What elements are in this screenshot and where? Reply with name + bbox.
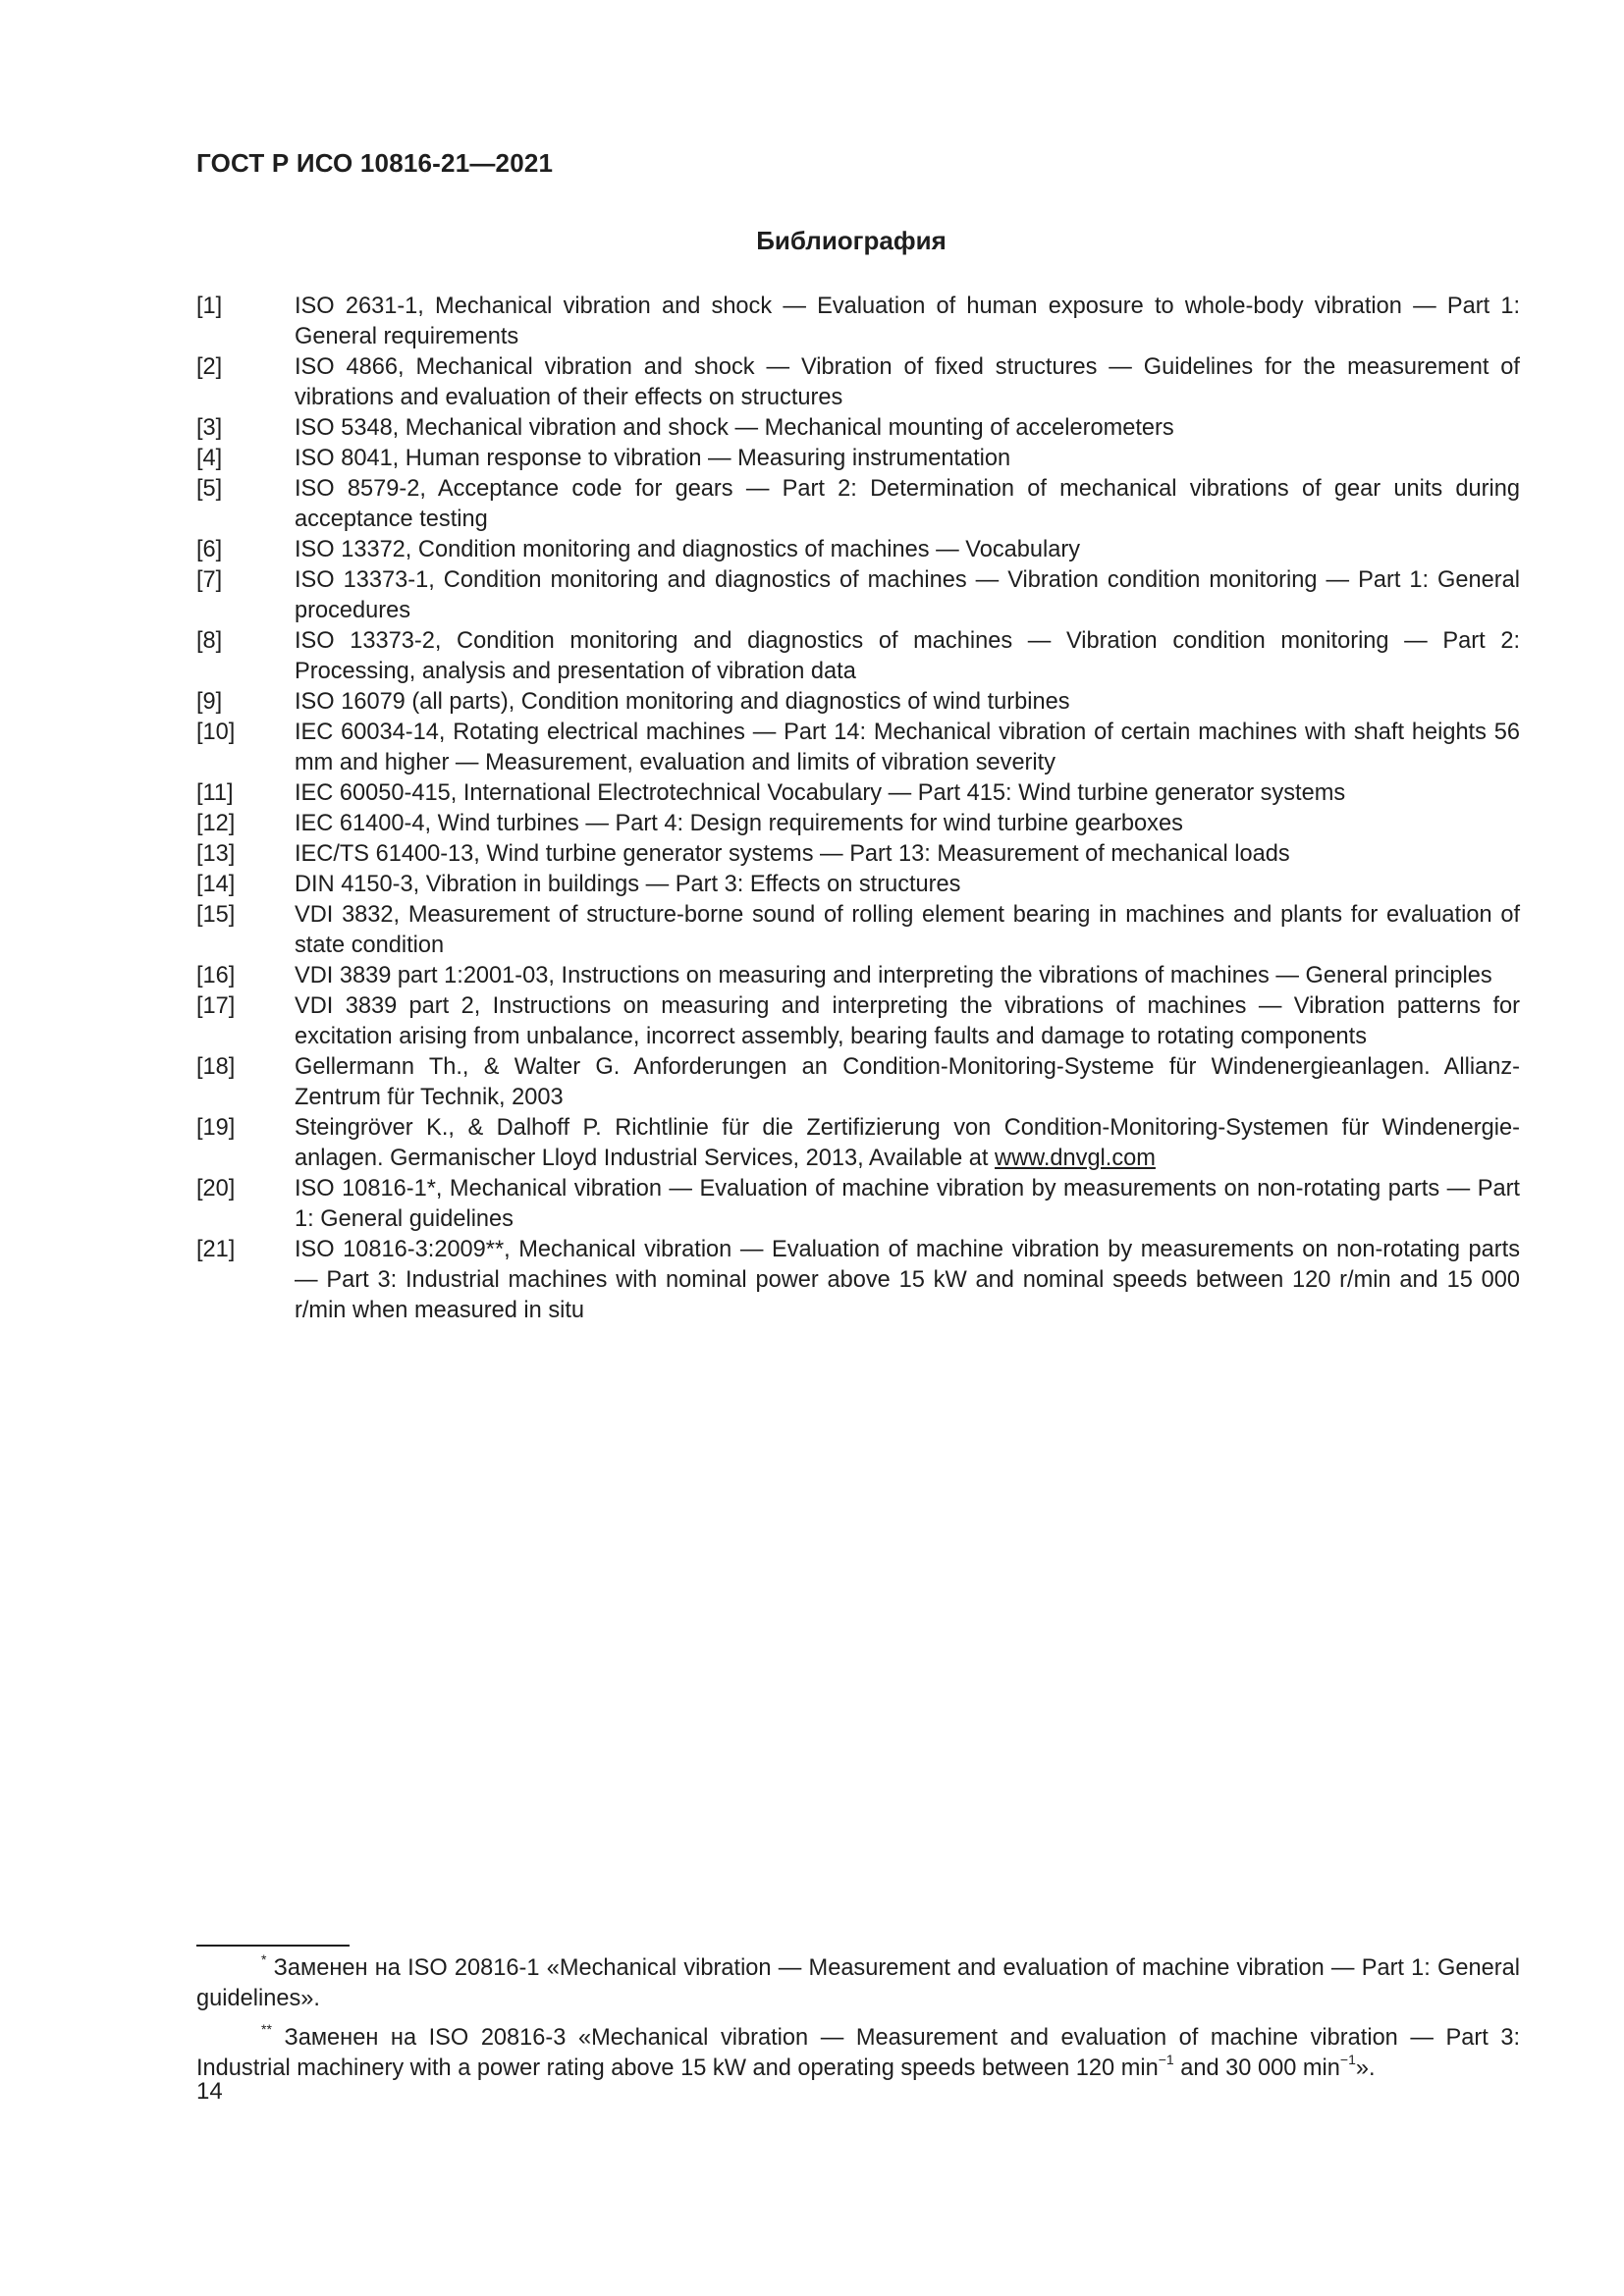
entry-number: [19] bbox=[196, 1115, 236, 1141]
entry-text bbox=[295, 1052, 1520, 1113]
footnotes bbox=[196, 1953, 1520, 2093]
bibliography-list bbox=[196, 292, 1520, 1326]
entry-number: [18] bbox=[196, 1054, 236, 1080]
entry-text bbox=[295, 1113, 1520, 1174]
entry-citation: ISO 4866, Mechanical vibration and shock — Vibration of fixed structures — Guidelines for the measurement of vibrations and evaluation of their effects on structures bbox=[295, 354, 1520, 410]
entry-link[interactable]: www.dnvgl.com bbox=[995, 1146, 1156, 1171]
entry-number: [7] bbox=[196, 567, 223, 593]
entry-citation: ISO 13373-2, Condition monitoring and diagnostics of machines — Vibration condition monitoring — Part 2: Processing, analysis and presentation of vibration data bbox=[295, 628, 1520, 684]
bibliography-entry bbox=[196, 961, 1520, 991]
entry-text bbox=[295, 718, 1520, 778]
bibliography-entry bbox=[196, 565, 1520, 626]
entry-text bbox=[295, 870, 1520, 900]
entry-text bbox=[295, 778, 1520, 809]
entry-text bbox=[295, 565, 1520, 626]
entry-number: [16] bbox=[196, 963, 236, 988]
entry-citation: ISO 13373-1, Condition monitoring and diagnostics of machines — Vibration condition monitoring — Part 1: General procedures bbox=[295, 567, 1520, 623]
page-number: 14 bbox=[196, 2078, 223, 2105]
entry-citation: ISO 10816-1*, Mechanical vibration — Evaluation of machine vibration by measurements on non-rotating parts — Part 1: General guidelines bbox=[295, 1176, 1520, 1232]
footnote-1 bbox=[196, 1953, 1520, 2014]
footnote-mark: * bbox=[261, 1951, 267, 1968]
entry-text bbox=[295, 474, 1520, 535]
entry-citation: IEC 60050-415, International Electrotechnical Vocabulary — Part 415: Wind turbine generator systems bbox=[295, 780, 1346, 806]
footnote-text: Заменен на ISO 20816-1 «Mechanical vibration — Measurement and evaluation of machine vibration — Part 1: General guidelines». bbox=[196, 1955, 1520, 2011]
entry-citation: ISO 16079 (all parts), Condition monitoring and diagnostics of wind turbines bbox=[295, 689, 1070, 715]
bibliography-entry bbox=[196, 474, 1520, 535]
entry-number: [3] bbox=[196, 415, 223, 441]
entry-citation: VDI 3832, Measurement of structure-borne sound of rolling element bearing in machines and plants for evaluation of state condition bbox=[295, 902, 1520, 958]
bibliography-entry bbox=[196, 1235, 1520, 1326]
bibliography-entry bbox=[196, 413, 1520, 444]
entry-text bbox=[295, 961, 1520, 991]
bibliography-entry bbox=[196, 718, 1520, 778]
entry-number: [6] bbox=[196, 537, 223, 562]
bibliography-entry bbox=[196, 626, 1520, 687]
entry-number: [9] bbox=[196, 689, 223, 715]
entry-number: [1] bbox=[196, 294, 223, 319]
entry-text bbox=[295, 626, 1520, 687]
document-header: ГОСТ Р ИСО 10816-21—2021 bbox=[196, 148, 554, 178]
bibliography-entry bbox=[196, 1052, 1520, 1113]
entry-citation: IEC 60034-14, Rotating electrical machines — Part 14: Mechanical vibration of certain machines with shaft heights 56 mm and higher — Measurement, evaluation and limits of vibration severity bbox=[295, 720, 1520, 775]
entry-text bbox=[295, 352, 1520, 413]
entry-text bbox=[295, 839, 1520, 870]
entry-text bbox=[295, 1174, 1520, 1235]
page-title: Библиография bbox=[756, 226, 947, 255]
entry-text bbox=[295, 413, 1520, 444]
bibliography-entry bbox=[196, 352, 1520, 413]
bibliography-entry bbox=[196, 292, 1520, 352]
entry-citation: ISO 13372, Condition monitoring and diagnostics of machines — Vocabulary bbox=[295, 537, 1081, 562]
entry-number: [14] bbox=[196, 872, 236, 897]
entry-number: [13] bbox=[196, 841, 236, 867]
entry-citation: VDI 3839 part 2, Instructions on measuring and interpreting the vibrations of machines — Vibration patterns for excitation arising from unbalance, incorrect assembly, bearing faults and damage to rotating components bbox=[295, 993, 1520, 1049]
entry-number: [8] bbox=[196, 628, 223, 654]
entry-number: [17] bbox=[196, 993, 236, 1019]
entry-number: [2] bbox=[196, 354, 223, 380]
bibliography-entry bbox=[196, 687, 1520, 718]
footnote-text: Заменен на ISO 20816-3 «Mechanical vibration — Measurement and evaluation of machine vibration — Part 3: Industrial machinery with a power rating above 15 kW and operating speeds between 120 min bbox=[196, 2025, 1521, 2081]
entry-citation: DIN 4150-3, Vibration in buildings — Part 3: Effects on structures bbox=[295, 872, 961, 897]
footnote-mark: ** bbox=[261, 2021, 272, 2038]
footnote-2 bbox=[196, 2023, 1520, 2084]
entry-citation: ISO 8041, Human response to vibration — Measuring instrumentation bbox=[295, 446, 1011, 471]
entry-citation: IEC 61400-4, Wind turbines — Part 4: Design requirements for wind turbine gearboxes bbox=[295, 811, 1183, 836]
entry-text bbox=[295, 809, 1520, 839]
footnote-text: and 30 000 min bbox=[1173, 2056, 1340, 2081]
footnote-text: ». bbox=[1355, 2056, 1376, 2081]
entry-text bbox=[295, 991, 1520, 1052]
entry-citation: VDI 3839 part 1:2001-03, Instructions on measuring and interpreting the vibrations of machines — General principles bbox=[295, 963, 1492, 988]
entry-citation: ISO 10816-3:2009**, Mechanical vibration — Evaluation of machine vibration by measurements on non-rotating parts — Part 3: Industrial machines with nominal power above 15 kW and nominal speeds between 120 r/min and 15 000 r/min when measured in situ bbox=[295, 1237, 1520, 1323]
bibliography-entry bbox=[196, 900, 1520, 961]
entry-text bbox=[295, 687, 1520, 718]
entry-number: [12] bbox=[196, 811, 236, 836]
entry-text bbox=[295, 292, 1520, 352]
bibliography-entry bbox=[196, 444, 1520, 474]
entry-citation: ISO 5348, Mechanical vibration and shock — Mechanical mounting of accelerometers bbox=[295, 415, 1174, 441]
entry-number: [11] bbox=[196, 780, 234, 806]
entry-number: [20] bbox=[196, 1176, 236, 1201]
footnote-separator bbox=[196, 1945, 350, 1947]
entry-text bbox=[295, 900, 1520, 961]
entry-citation: ISO 8579-2, Acceptance code for gears — Part 2: Determination of mechanical vibrations of gear units during acceptance testing bbox=[295, 476, 1520, 532]
entry-citation: Steingröver K., & Dalhoff P. Richtlinie für die Zertifizierung von Condition-Monitoring-Systemen für Windenergie-anlagen. Germanischer Lloyd Industrial Services, 2013, Available at bbox=[295, 1115, 1520, 1171]
bibliography-entry bbox=[196, 870, 1520, 900]
entry-number: [4] bbox=[196, 446, 223, 471]
superscript: −1 bbox=[1158, 2052, 1174, 2068]
bibliography-entry bbox=[196, 991, 1520, 1052]
entry-citation: Gellermann Th., & Walter G. Anforderungen an Condition-Monitoring-Systeme für Windenergieanlagen. Allianz-Zentrum für Technik, 2003 bbox=[295, 1054, 1520, 1110]
entry-citation: ISO 2631-1, Mechanical vibration and shock — Evaluation of human exposure to whole-body vibration — Part 1: General requirements bbox=[295, 294, 1520, 349]
superscript: −1 bbox=[1339, 2052, 1356, 2068]
entry-text bbox=[295, 1235, 1520, 1326]
entry-number: [10] bbox=[196, 720, 236, 745]
entry-number: [15] bbox=[196, 902, 236, 928]
entry-citation: IEC/TS 61400-13, Wind turbine generator systems — Part 13: Measurement of mechanical loads bbox=[295, 841, 1290, 867]
bibliography-entry bbox=[196, 535, 1520, 565]
bibliography-entry bbox=[196, 778, 1520, 809]
entry-text bbox=[295, 535, 1520, 565]
bibliography-entry bbox=[196, 809, 1520, 839]
entry-number: [21] bbox=[196, 1237, 236, 1262]
bibliography-entry bbox=[196, 1113, 1520, 1174]
bibliography-entry bbox=[196, 839, 1520, 870]
entry-text bbox=[295, 444, 1520, 474]
bibliography-entry bbox=[196, 1174, 1520, 1235]
entry-number: [5] bbox=[196, 476, 223, 502]
